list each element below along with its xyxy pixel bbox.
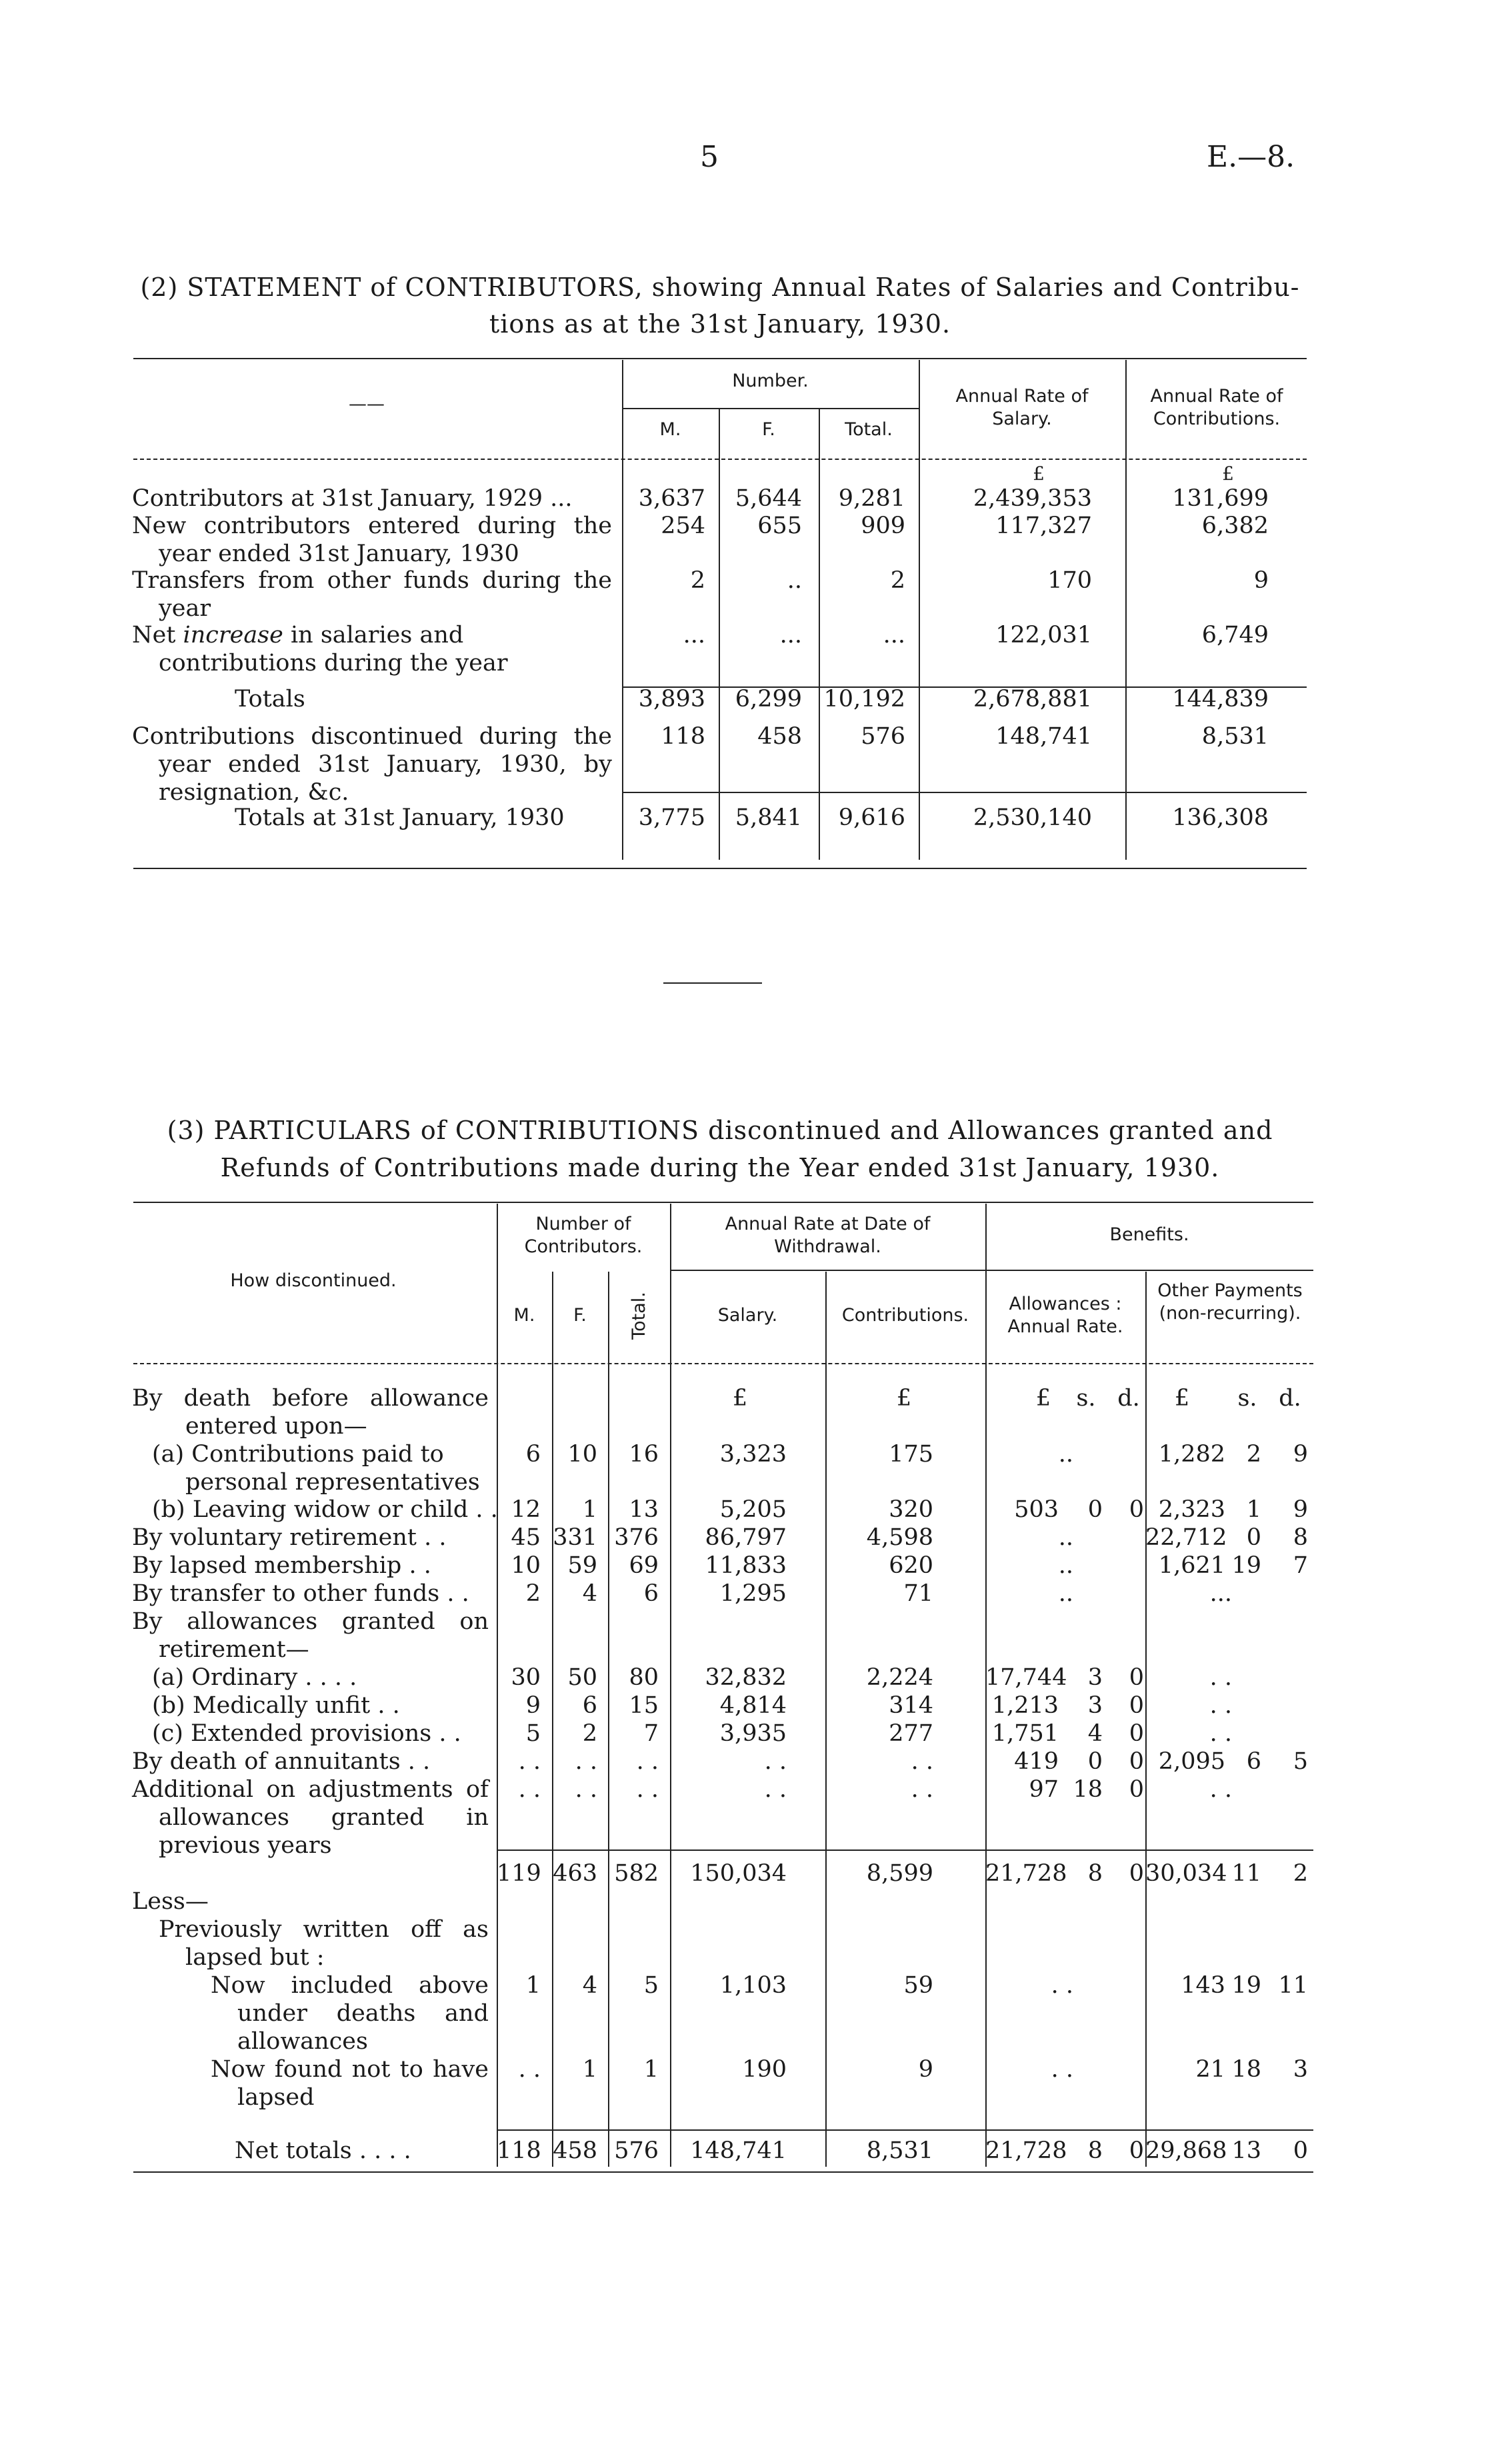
- cell-contributions: 131,699: [1172, 485, 1269, 512]
- pound-sign: £: [1222, 463, 1234, 485]
- cell-other: 143: [1181, 1972, 1225, 1999]
- unit-shillings: s.: [1076, 1385, 1096, 1412]
- table2-header-benefits: Benefits.: [1109, 1224, 1189, 1245]
- cell-other: . .: [1209, 1664, 1232, 1691]
- cell-allowance-s: 8: [1087, 2137, 1103, 2164]
- cell-total: 80: [629, 1664, 659, 1691]
- cell-other: 21: [1195, 2056, 1225, 2083]
- cell-f: 331: [553, 1524, 597, 1551]
- cell-total: 576: [614, 2137, 659, 2164]
- cell-other-d: 5: [1293, 1748, 1308, 1775]
- cell-m: 118: [661, 723, 705, 750]
- cell-total: 582: [614, 1860, 659, 1887]
- unit-pound: £: [896, 1385, 912, 1412]
- unit-pound: £: [732, 1385, 748, 1412]
- table1-title-line1: (2) STATEMENT of CONTRIBUTORS, showing Annual Rates of Salaries and Contribu-: [140, 273, 1300, 302]
- unit-shillings: s.: [1237, 1385, 1257, 1412]
- cell-m: 3,637: [638, 485, 705, 512]
- cell-f: 5,644: [735, 485, 802, 512]
- cell-salary: . .: [764, 1776, 787, 1803]
- cell-allowance: ..: [1058, 1441, 1073, 1468]
- cell-contributions: . .: [911, 1776, 933, 1803]
- table2-header-f: F.: [573, 1305, 587, 1326]
- cell-other-s: 11: [1231, 1860, 1261, 1887]
- unit-pence: d.: [1117, 1385, 1140, 1412]
- cell-m: 254: [661, 513, 705, 539]
- page-number: 5: [700, 140, 719, 174]
- cell-salary: 122,031: [995, 622, 1092, 648]
- cell-f: 655: [757, 513, 802, 539]
- cell-other-d: 11: [1278, 1972, 1308, 1999]
- cell-contributions: 4,598: [866, 1524, 933, 1551]
- table2-header-num-contrib: Number of Contributors.: [524, 1214, 643, 1257]
- cell-other: 1,282: [1158, 1441, 1225, 1468]
- cell-other-s: 6: [1246, 1748, 1261, 1775]
- cell-contributions: 277: [889, 1720, 933, 1747]
- table2-title-line2: Refunds of Contributions made during the Year ended 31st January, 1930.: [220, 1153, 1220, 1182]
- table2-header-allowances: Allowances : Annual Rate.: [1007, 1294, 1123, 1337]
- label-post: in salaries and contributions during the year: [159, 622, 508, 676]
- cell-contributions: 2,224: [866, 1664, 933, 1691]
- cell-f: 4: [582, 1972, 597, 1999]
- cell-other-s: 19: [1231, 1972, 1261, 1999]
- cell-f: 1: [582, 2056, 597, 2083]
- cell-f: 50: [567, 1664, 597, 1691]
- cell-contributions: 136,308: [1172, 804, 1269, 831]
- table2-row-label: (a) Ordinary . . . .: [152, 1664, 357, 1691]
- unit-pound: £: [1035, 1385, 1051, 1412]
- cell-contributions: 144,839: [1172, 686, 1269, 712]
- cell-total: 9,281: [838, 485, 905, 512]
- cell-allowance: ..: [1058, 1524, 1073, 1551]
- cell-contributions: 8,531: [1201, 723, 1269, 750]
- cell-m: 12: [511, 1496, 541, 1523]
- table2-row-label: Less—: [132, 1888, 209, 1915]
- label-text: Previously written off as lapsed but :: [159, 1916, 489, 1971]
- cell-other-d: 8: [1293, 1524, 1308, 1551]
- cell-other-d: 0: [1293, 2137, 1308, 2164]
- cell-f: 463: [553, 1860, 597, 1887]
- cell-contributions: 6,382: [1201, 513, 1269, 539]
- cell-total: 376: [614, 1524, 659, 1551]
- table1-header-salary: Annual Rate of Salary.: [955, 386, 1089, 429]
- table1-header-contributions: Annual Rate of Contributions.: [1150, 386, 1283, 429]
- cell-allowance-d: 0: [1129, 1776, 1144, 1803]
- cell-contributions: 71: [903, 1580, 933, 1607]
- cell-allowance-d: 0: [1129, 1664, 1144, 1691]
- table2-row-label: (b) Leaving widow or child . .: [152, 1496, 498, 1523]
- table2-row-label: Net totals . . . .: [235, 2137, 411, 2164]
- cell-total: 10,192: [823, 686, 905, 712]
- table2-row-label: [132, 1384, 489, 1440]
- cell-other: 30,034: [1145, 1860, 1227, 1887]
- table2-row-label: By voluntary retirement . .: [132, 1524, 447, 1551]
- cell-allowance-d: 0: [1129, 1496, 1144, 1523]
- table2-header-annual: Annual Rate at Date of Withdrawal.: [725, 1214, 931, 1257]
- cell-salary: 11,833: [705, 1552, 787, 1579]
- cell-other: 22,712: [1145, 1524, 1227, 1551]
- cell-contributions: 8,531: [866, 2137, 933, 2164]
- cell-allowance: 503: [1014, 1496, 1059, 1523]
- cell-other: ...: [1209, 1580, 1232, 1607]
- cell-allowance: 17,744: [985, 1664, 1067, 1691]
- cell-other: 2,095: [1158, 1748, 1225, 1775]
- unit-pence: d.: [1279, 1385, 1301, 1412]
- cell-total: 69: [629, 1552, 659, 1579]
- cell-salary: 5,205: [719, 1496, 787, 1523]
- cell-total: . .: [636, 1748, 659, 1775]
- cell-m: 119: [497, 1860, 541, 1887]
- cell-total: 6: [643, 1580, 659, 1607]
- cell-allowance: 1,751: [991, 1720, 1059, 1747]
- table2-header-how: How discontinued.: [230, 1270, 397, 1291]
- cell-f: 10: [567, 1441, 597, 1468]
- label-text: Now included above under deaths and allowances: [211, 1972, 489, 2055]
- table2-title-line1: (3) PARTICULARS of CONTRIBUTIONS discontinued and Allowances granted and: [167, 1116, 1273, 1145]
- cell-allowance-d: 0: [1129, 1748, 1144, 1775]
- section-divider: [663, 982, 762, 984]
- cell-salary: 2,678,881: [973, 686, 1092, 712]
- cell-salary: 150,034: [690, 1860, 787, 1887]
- unit-pound: £: [1174, 1385, 1190, 1412]
- table1-row-label: [132, 621, 612, 677]
- cell-allowance-s: 3: [1087, 1692, 1103, 1719]
- cell-contributions: 175: [889, 1441, 933, 1468]
- cell-other: 2,323: [1158, 1496, 1225, 1523]
- table1-blank-dash: ——: [349, 394, 385, 415]
- cell-total: 13: [629, 1496, 659, 1523]
- cell-salary: 1,103: [719, 1972, 787, 1999]
- cell-allowance-s: 0: [1087, 1748, 1103, 1775]
- cell-other-d: 3: [1293, 2056, 1308, 2083]
- cell-allowance-d: 0: [1129, 1692, 1144, 1719]
- cell-salary: 190: [742, 2056, 787, 2083]
- cell-total: ...: [883, 622, 905, 648]
- cell-salary: 117,327: [995, 513, 1092, 539]
- cell-m: . .: [518, 1776, 541, 1803]
- cell-allowance-s: 18: [1073, 1776, 1103, 1803]
- cell-f: 4: [582, 1580, 597, 1607]
- cell-salary: . .: [764, 1748, 787, 1775]
- table2-row-label: [211, 2055, 489, 2111]
- cell-m: 3,893: [638, 686, 705, 712]
- cell-allowance: 21,728: [985, 2137, 1067, 2164]
- cell-f: 458: [553, 2137, 597, 2164]
- table2-row-label: (b) Medically unfit . .: [152, 1692, 400, 1719]
- cell-f: . .: [575, 1748, 597, 1775]
- cell-allowance: ..: [1058, 1580, 1073, 1607]
- cell-contributions: 9: [918, 2056, 933, 2083]
- cell-total: 2: [890, 567, 905, 594]
- label-pre: Net: [132, 622, 183, 648]
- table1-header-number: Number.: [732, 371, 809, 391]
- cell-allowance-d: 0: [1129, 1860, 1144, 1887]
- cell-other: 1,621: [1158, 1552, 1225, 1579]
- table1-row-label: Totals at 31st January, 1930: [235, 804, 565, 831]
- cell-other-d: 9: [1293, 1496, 1308, 1523]
- cell-total: 16: [629, 1441, 659, 1468]
- cell-allowance: 97: [1029, 1776, 1059, 1803]
- cell-contributions: 9: [1253, 567, 1269, 594]
- label-text: By allowances granted on retirement—: [132, 1608, 489, 1663]
- cell-allowance-d: 0: [1129, 2137, 1144, 2164]
- cell-salary: 4,814: [719, 1692, 787, 1719]
- cell-f: 5,841: [735, 804, 802, 831]
- table2-row-label: [132, 1440, 489, 1496]
- cell-other-d: 9: [1293, 1441, 1308, 1468]
- cell-allowance-d: 0: [1129, 1720, 1144, 1747]
- label-text: New contributors entered during the year ended 31st January, 1930: [132, 513, 612, 567]
- cell-allowance: 419: [1014, 1748, 1059, 1775]
- cell-other-s: 19: [1231, 1552, 1261, 1579]
- cell-allowance: 1,213: [991, 1692, 1059, 1719]
- table2-row-label: [132, 1608, 489, 1664]
- header-total-text: Total.: [628, 1292, 649, 1340]
- cell-f: 1: [582, 1496, 597, 1523]
- cell-m: ...: [683, 622, 705, 648]
- table2-row-label: (c) Extended provisions . .: [152, 1720, 461, 1747]
- cell-f: 59: [567, 1552, 597, 1579]
- cell-m: 1: [525, 1972, 541, 1999]
- label-text: Now found not to have lapsed: [211, 2056, 489, 2111]
- cell-f: 6: [582, 1692, 597, 1719]
- table1-row-label: [132, 512, 612, 568]
- cell-allowance: . .: [1051, 1972, 1073, 1999]
- cell-m: 118: [497, 2137, 541, 2164]
- table2-row-label: [211, 1971, 489, 2055]
- cell-salary: 2,530,140: [973, 804, 1092, 831]
- table1-row-label: [132, 722, 612, 806]
- cell-total: 1: [643, 2056, 659, 2083]
- cell-total: 7: [643, 1720, 659, 1747]
- table2-row-label: [159, 1915, 489, 1971]
- table2-header-m: M.: [513, 1305, 535, 1326]
- table2-row-label: By lapsed membership . .: [132, 1552, 431, 1579]
- cell-other: . .: [1209, 1776, 1232, 1803]
- cell-other-s: 13: [1231, 2137, 1261, 2164]
- cell-total: 576: [861, 723, 905, 750]
- cell-total: 9,616: [838, 804, 905, 831]
- table2-header-total: [608, 1292, 670, 1340]
- cell-other: 29,868: [1145, 2137, 1227, 2164]
- cell-m: 3,775: [638, 804, 705, 831]
- label-text: Contributions discontinued during the year ended 31st January, 1930, by resignation, &c.: [132, 723, 612, 806]
- cell-allowance: . .: [1051, 2056, 1073, 2083]
- cell-m: 6: [525, 1441, 541, 1468]
- cell-other-s: 1: [1246, 1496, 1261, 1523]
- cell-f: ..: [787, 567, 802, 594]
- cell-salary: 1,295: [719, 1580, 787, 1607]
- table1-header-f: F.: [762, 419, 775, 440]
- label-text: (a) Contributions paid to personal representatives: [152, 1441, 480, 1496]
- cell-total: 5: [643, 1972, 659, 1999]
- cell-contributions: 320: [889, 1496, 933, 1523]
- cell-other: . .: [1209, 1720, 1232, 1747]
- table1-row-label: Contributors at 31st January, 1929 ...: [132, 485, 573, 512]
- cell-contributions: . .: [911, 1748, 933, 1775]
- label-text: By death before allowance entered upon—: [132, 1385, 489, 1440]
- cell-salary: 2,439,353: [973, 485, 1092, 512]
- table2-row-label: By death of annuitants . .: [132, 1748, 431, 1775]
- cell-m: 5: [525, 1720, 541, 1747]
- cell-m: . .: [518, 2056, 541, 2083]
- cell-salary: 3,935: [719, 1720, 787, 1747]
- cell-total: 15: [629, 1692, 659, 1719]
- cell-allowance-s: 0: [1087, 1496, 1103, 1523]
- label-text: Additional on adjustments of allowances granted in previous years: [132, 1776, 489, 1859]
- cell-other-d: 2: [1293, 1860, 1308, 1887]
- cell-allowance: 21,728: [985, 1860, 1067, 1887]
- table1-header-m: M.: [659, 419, 681, 440]
- cell-other-s: 0: [1246, 1524, 1261, 1551]
- cell-salary: 86,797: [705, 1524, 787, 1551]
- cell-other-s: 2: [1246, 1441, 1261, 1468]
- report-reference: E.—8.: [1207, 140, 1295, 174]
- cell-salary: 148,741: [995, 723, 1092, 750]
- cell-f: 2: [582, 1720, 597, 1747]
- cell-allowance-s: 4: [1087, 1720, 1103, 1747]
- cell-contributions: 8,599: [866, 1860, 933, 1887]
- table1-header-total: Total.: [845, 419, 893, 440]
- cell-f: ...: [779, 622, 802, 648]
- cell-allowance: ..: [1058, 1552, 1073, 1579]
- table1-row-label: Totals: [235, 686, 305, 712]
- cell-m: 10: [511, 1552, 541, 1579]
- table2-header-contributions: Contributions.: [841, 1305, 969, 1326]
- cell-m: 45: [511, 1524, 541, 1551]
- table2-row-label: By transfer to other funds . .: [132, 1580, 469, 1607]
- cell-allowance-s: 3: [1087, 1664, 1103, 1691]
- cell-other: . .: [1209, 1692, 1232, 1719]
- pound-sign: £: [1033, 463, 1045, 485]
- label-text: Transfers from other funds during the year: [132, 567, 612, 622]
- cell-m: 2: [525, 1580, 541, 1607]
- cell-salary: 170: [1047, 567, 1092, 594]
- table1-row-label: [132, 567, 612, 622]
- table1-title-line2: tions as at the 31st January, 1930.: [489, 309, 951, 339]
- cell-salary: 32,832: [705, 1664, 787, 1691]
- cell-allowance-s: 8: [1087, 1860, 1103, 1887]
- cell-f: . .: [575, 1776, 597, 1803]
- table2-header-other: Other Payments (non-recurring).: [1157, 1280, 1303, 1324]
- table2-row-label: [132, 1776, 489, 1859]
- cell-contributions: 6,749: [1201, 622, 1269, 648]
- cell-m: 30: [511, 1664, 541, 1691]
- label-em: increase: [183, 622, 283, 648]
- cell-other-d: 7: [1293, 1552, 1308, 1579]
- cell-f: 458: [757, 723, 802, 750]
- cell-contributions: 314: [889, 1692, 933, 1719]
- cell-salary: 148,741: [690, 2137, 787, 2164]
- cell-contributions: 620: [889, 1552, 933, 1579]
- cell-total: . .: [636, 1776, 659, 1803]
- cell-m: . .: [518, 1748, 541, 1775]
- cell-m: 2: [690, 567, 705, 594]
- cell-contributions: 59: [903, 1972, 933, 1999]
- cell-total: 909: [861, 513, 905, 539]
- cell-f: 6,299: [735, 686, 802, 712]
- table2-header-salary: Salary.: [717, 1305, 778, 1326]
- cell-salary: 3,323: [719, 1441, 787, 1468]
- cell-other-s: 18: [1231, 2056, 1261, 2083]
- cell-m: 9: [525, 1692, 541, 1719]
